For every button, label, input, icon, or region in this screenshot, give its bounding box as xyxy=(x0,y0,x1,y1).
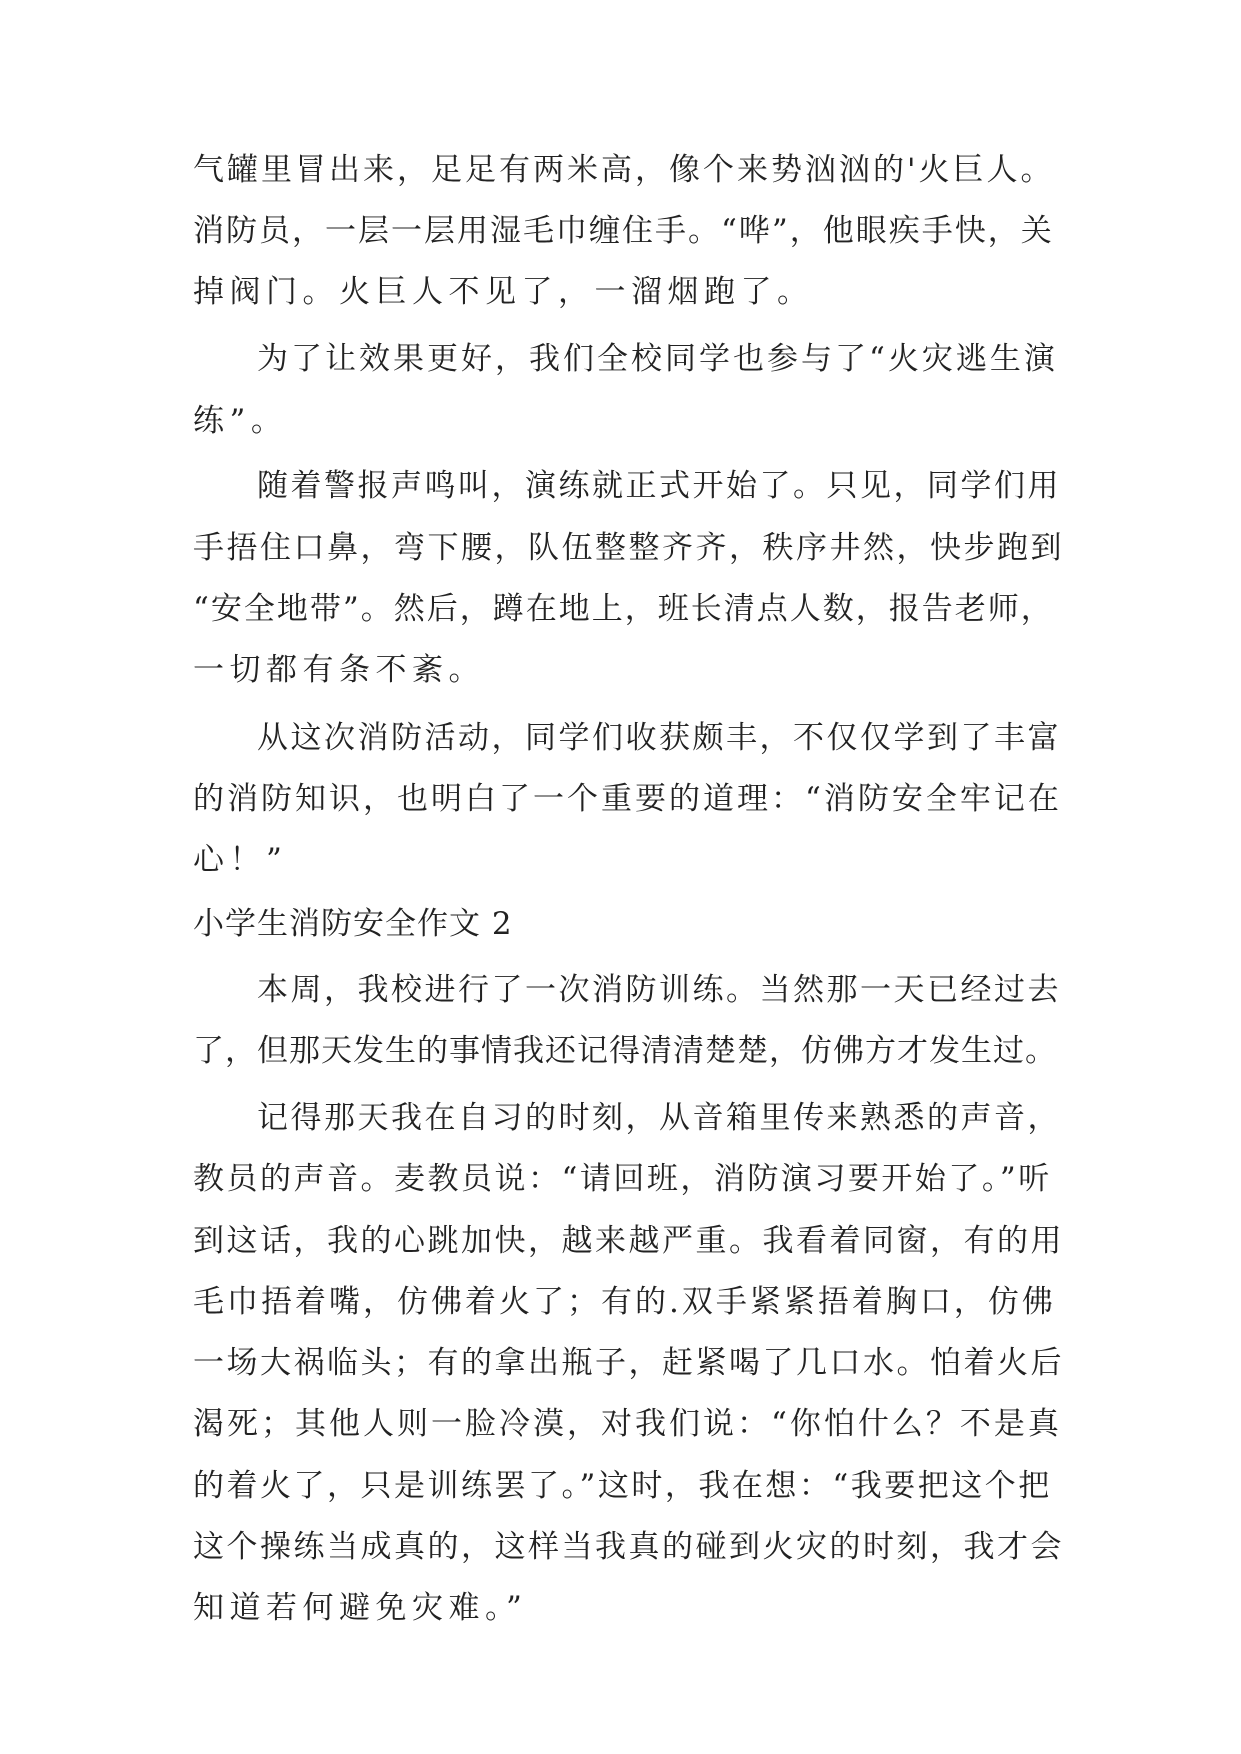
section-heading: 小学生消防安全作文 2 xyxy=(193,906,513,942)
text-line: 的消防知识，也明白了一个重要的道理：“消防安全牢记在 xyxy=(193,781,1062,817)
text-line: 一场大祸临头；有的拿出瓶子，赶紧喝了几口水。怕着火后 xyxy=(193,1345,1064,1381)
paragraph-first-line: 记得那天我在自习的时刻，从音箱里传来熟悉的声音， xyxy=(257,1100,1061,1136)
text-line: 气罐里冒出来，足足有两米高，像个来势汹汹的'火巨人。 xyxy=(193,152,1055,188)
text-line: 毛巾捂着嘴，仿佛着火了；有的.双手紧紧捂着胸口，仿佛 xyxy=(193,1284,1056,1320)
text-line: 消防员，一层一层用湿毛巾缠住手。“哗”，他眼疾手快，关 xyxy=(193,213,1054,249)
text-line: 手捂住口鼻，弯下腰，队伍整整齐齐，秩序井然，快步跑到 xyxy=(193,530,1064,566)
text-line: 练”。 xyxy=(193,403,288,439)
text-line: 到这话，我的心跳加快，越来越严重。我看着同窗，有的用 xyxy=(193,1223,1064,1259)
text-line: 这个操练当成真的，这样当我真的碰到火灾的时刻，我才会 xyxy=(193,1529,1064,1565)
text-line: 渴死；其他人则一脸冷漠，对我们说：“你怕什么？不是真 xyxy=(193,1406,1062,1442)
text-line: “安全地带”。然后，蹲在地上，班长清点人数，报告老师， xyxy=(193,591,1054,627)
text-line: 知道若何避免灾难。” xyxy=(193,1590,528,1626)
text-line: 心！” xyxy=(193,842,288,878)
paragraph-first-line: 随着警报声鸣叫，演练就正式开始了。只见，同学们用 xyxy=(257,468,1061,504)
paragraph-first-line: 为了让效果更好，我们全校同学也参与了“火灾逃生演 xyxy=(257,341,1058,377)
paragraph-first-line: 本周，我校进行了一次消防训练。当然那一天已经过去 xyxy=(257,972,1061,1008)
text-line: 教员的声音。麦教员说：“请回班，消防演习要开始了。”听 xyxy=(193,1161,1052,1197)
text-line: 掉阀门。火巨人不见了，一溜烟跑了。 xyxy=(193,274,814,310)
text-line: 的着火了，只是训练罢了。”这时，我在想：“我要把这个把 xyxy=(193,1468,1052,1504)
text-line: 一切都有条不紊。 xyxy=(193,652,485,688)
text-line: 了，但那天发生的事情我还记得清清楚楚，仿佛方才发生过。 xyxy=(193,1033,1057,1069)
paragraph-first-line: 从这次消防活动，同学们收获颇丰，不仅仅学到了丰富 xyxy=(257,720,1061,756)
